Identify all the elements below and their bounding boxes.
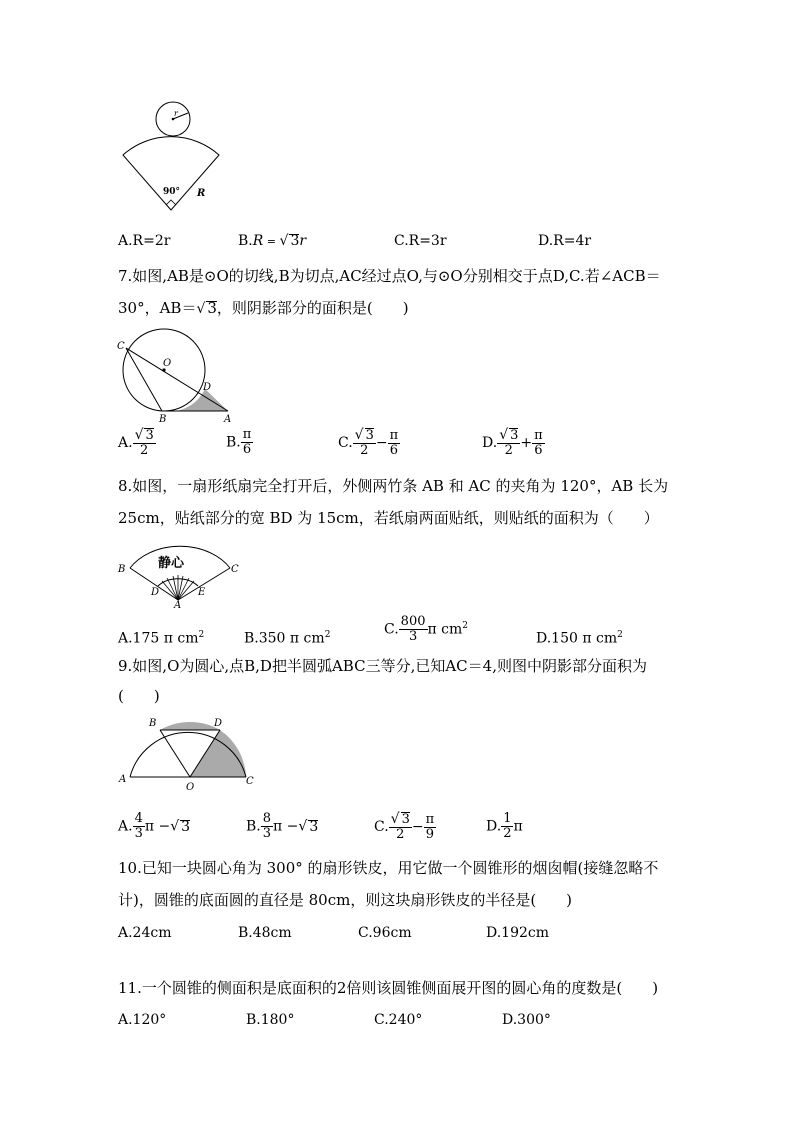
q6-label-R: R bbox=[197, 188, 206, 199]
q7-shaded-region bbox=[162, 389, 228, 412]
q6-option-b-radicand: 3 bbox=[290, 233, 300, 249]
q8-option-c-post: π cm bbox=[427, 621, 463, 638]
q7-stem-line2: 30°，AB＝√ 3，则阴影部分的面积是( ) bbox=[118, 299, 409, 317]
q9-label-B: B bbox=[149, 718, 157, 729]
q8-option-c-sup: 2 bbox=[462, 620, 469, 631]
q8-option-d-sup: 2 bbox=[617, 630, 623, 640]
q10-option-d: D.192cm bbox=[486, 925, 550, 941]
q9-option-c: C. $\frac{√ 3}{2}$ − $\frac{\pi}{9}$ bbox=[374, 811, 435, 842]
q9-shaded-top bbox=[160, 722, 220, 730]
q9-option-a-radicand: 3 bbox=[181, 818, 191, 835]
q9-label-D: D bbox=[214, 718, 223, 729]
q8-label-A: A bbox=[174, 600, 182, 611]
q7-figure bbox=[114, 328, 244, 426]
q8-stem-line1: 8.如图，一扇形纸扇完全打开后，外侧两竹条 AB 和 AC 的夹角为 120°，AB 长为 bbox=[118, 477, 669, 495]
q7-option-d-plus: + bbox=[520, 435, 533, 451]
q11-option-d: D.300° bbox=[502, 1012, 551, 1028]
q11-stem-line1: 11.一个圆锥的侧面积是底面积的2倍则该圆锥侧面展开图的圆心角的度数是( ) bbox=[118, 979, 659, 997]
q6-option-b-r: r bbox=[299, 233, 307, 249]
q9-option-a-den: 3 bbox=[134, 826, 143, 841]
q9-option-d-num: 1 bbox=[503, 811, 512, 826]
q6-label-angle: 90° bbox=[163, 187, 181, 197]
q8-option-b bbox=[244, 626, 330, 648]
q8-option-a bbox=[118, 626, 204, 648]
q6-right-angle-mark bbox=[166, 200, 176, 205]
q9-option-c-den2: 9 bbox=[425, 826, 435, 842]
q11-option-a: A.120° bbox=[118, 1012, 167, 1028]
q9-segment-BO bbox=[160, 730, 190, 777]
q7-option-a-den: 2 bbox=[140, 443, 149, 458]
q7-label-O: O bbox=[163, 358, 172, 369]
q9-option-b: B. $\frac{8}{3}$ π −√ 3 bbox=[246, 811, 319, 841]
q6-option-a: A.R=2r bbox=[118, 233, 171, 249]
q7-option-d-den: 2 bbox=[504, 443, 513, 458]
q9-option-b-prefix: B. bbox=[246, 818, 261, 835]
q7-option-a-prefix: A. bbox=[118, 435, 133, 451]
q7-stem-line2-b: ，则阴影部分的面积是( ) bbox=[216, 299, 409, 317]
q10-option-a: A.24cm bbox=[118, 925, 172, 941]
q7-stem-radicand: 3 bbox=[207, 299, 217, 317]
q9-option-b-radicand: 3 bbox=[309, 818, 319, 835]
q9-option-a: A. $\frac{4}{3}$ π −√ 3 bbox=[118, 811, 191, 841]
q6-label-r: r bbox=[174, 109, 178, 118]
q8-option-b-text: B.350 π cm bbox=[244, 630, 325, 647]
q7-option-c-prefix: C. bbox=[338, 435, 353, 451]
q7-option-d-num2: π bbox=[534, 427, 543, 443]
q7-stem-line1: 7.如图,AB是⊙O的切线,B为切点,AC经过点O,与⊙O分别相交于点D,C.若∠ACB＝ bbox=[118, 267, 661, 285]
q7-option-c-num2: π bbox=[389, 427, 399, 443]
q9-option-d-prefix: D. bbox=[486, 818, 502, 835]
q9-figure bbox=[118, 714, 258, 794]
q7-option-c-den2: 6 bbox=[389, 442, 399, 458]
q7-option-c-minus: − bbox=[375, 435, 388, 451]
q8-figure bbox=[118, 540, 242, 610]
q7-option-d: D. $\frac{√ 3}{2}$ + $\frac{\pi}{6}$ bbox=[482, 427, 543, 458]
q8-option-d bbox=[536, 626, 623, 648]
q8-option-c bbox=[384, 615, 468, 644]
q8-option-c-den: 3 bbox=[408, 629, 418, 644]
q9-option-b-den: 3 bbox=[262, 826, 272, 841]
q8-option-a-text: A.175 π cm bbox=[118, 630, 199, 647]
q9-option-c-den: 2 bbox=[396, 827, 405, 842]
q7-option-d-den2: 6 bbox=[534, 442, 543, 458]
q8-fan-ribs bbox=[162, 575, 194, 600]
q8-option-c-prefix: C. bbox=[384, 621, 399, 638]
q7-option-b bbox=[226, 428, 253, 457]
q9-label-A: A bbox=[119, 774, 127, 785]
q8-stem-line2: 25cm，贴纸部分的宽 BD 为 15cm，若纸扇两面贴纸，则贴纸的面积为（ ） bbox=[118, 509, 659, 527]
q9-option-c-radicand: 3 bbox=[401, 812, 410, 827]
q9-shaded-right bbox=[190, 730, 246, 777]
q7-option-a: A. $\frac{√ 3}{2}$ bbox=[118, 427, 154, 458]
q9-option-d-post: π bbox=[513, 818, 523, 835]
q8-label-D: D bbox=[151, 587, 160, 598]
q8-fan-text: 静心 bbox=[158, 556, 185, 571]
q9-option-a-num: 4 bbox=[134, 811, 143, 826]
q7-option-d-radicand: 3 bbox=[510, 428, 519, 443]
q9-option-b-num: 8 bbox=[262, 811, 272, 826]
q9-stem-line2: ( ) bbox=[118, 687, 160, 705]
q6-option-b-prefix: B. bbox=[238, 233, 253, 249]
q8-option-d-text: D.150 π cm bbox=[536, 630, 618, 647]
q7-label-B: B bbox=[159, 414, 167, 425]
q9-option-b-mid: π − bbox=[273, 818, 299, 835]
q7-option-a-radicand: 3 bbox=[145, 428, 154, 443]
q10-option-c: C.96cm bbox=[358, 925, 412, 941]
q9-option-a-prefix: A. bbox=[118, 818, 133, 835]
q6-option-d: D.R=4r bbox=[538, 233, 592, 249]
q7-option-c-den: 2 bbox=[360, 443, 369, 458]
q7-segment-CB bbox=[126, 348, 162, 411]
q6-option-b: B.R = √ 3r bbox=[238, 233, 307, 249]
q6-option-b-eq: = bbox=[263, 235, 280, 248]
q8-option-a-sup: 2 bbox=[198, 630, 205, 640]
q7-label-C: C bbox=[117, 341, 125, 352]
q9-stem-line1: 9.如图,O为圆心,点B,D把半圆弧ABC三等分,已知AC＝4,则图中阴影部分面积为 bbox=[118, 657, 647, 675]
q7-option-b-den: 6 bbox=[242, 442, 252, 457]
q6-option-c: C.R=3r bbox=[394, 233, 447, 249]
q9-option-a-mid: π − bbox=[144, 818, 171, 835]
q9-option-c-minus: − bbox=[411, 819, 424, 835]
q8-label-C: C bbox=[231, 564, 239, 575]
q8-option-b-sup: 2 bbox=[324, 630, 331, 640]
q11-option-c: C.240° bbox=[374, 1012, 423, 1028]
q7-segment-CA bbox=[126, 348, 228, 411]
q7-option-d-prefix: D. bbox=[482, 435, 498, 451]
q7-option-b-num: π bbox=[242, 427, 252, 442]
q9-option-c-num2: π bbox=[425, 811, 435, 827]
q8-label-B: B bbox=[118, 564, 126, 575]
q7-stem-line2-a: 30°，AB＝ bbox=[118, 299, 197, 317]
q10-stem-line2: 计)，圆锥的底面圆的直径是 80cm，则这块扇形铁皮的半径是( ) bbox=[118, 891, 573, 909]
q7-option-c: C. $\frac{√ 3}{2}$ − $\frac{\pi}{6}$ bbox=[338, 427, 399, 458]
q7-label-D: D bbox=[203, 382, 212, 393]
q9-label-C: C bbox=[246, 776, 254, 787]
q7-label-A: A bbox=[224, 414, 232, 425]
q9-option-d-den: 2 bbox=[503, 826, 512, 841]
q9-option-c-prefix: C. bbox=[374, 819, 389, 835]
q8-label-E: E bbox=[198, 587, 206, 598]
q6-figure bbox=[118, 98, 230, 214]
q11-option-b: B.180° bbox=[246, 1012, 295, 1028]
q10-option-b: B.48cm bbox=[238, 925, 292, 941]
q6-center-dot bbox=[172, 118, 175, 121]
q7-option-b-prefix: B. bbox=[226, 434, 241, 451]
q7-option-c-radicand: 3 bbox=[365, 428, 374, 443]
q8-option-c-num: 800 bbox=[400, 614, 426, 629]
q6-option-b-R: R bbox=[252, 233, 264, 249]
q9-label-O: O bbox=[186, 782, 195, 793]
q10-stem-line1: 10.已知一块圆心角为 300° 的扇形铁皮，用它做一个圆锥形的烟囱帽(接缝忽略不 bbox=[118, 859, 659, 877]
q9-option-d bbox=[486, 812, 523, 841]
